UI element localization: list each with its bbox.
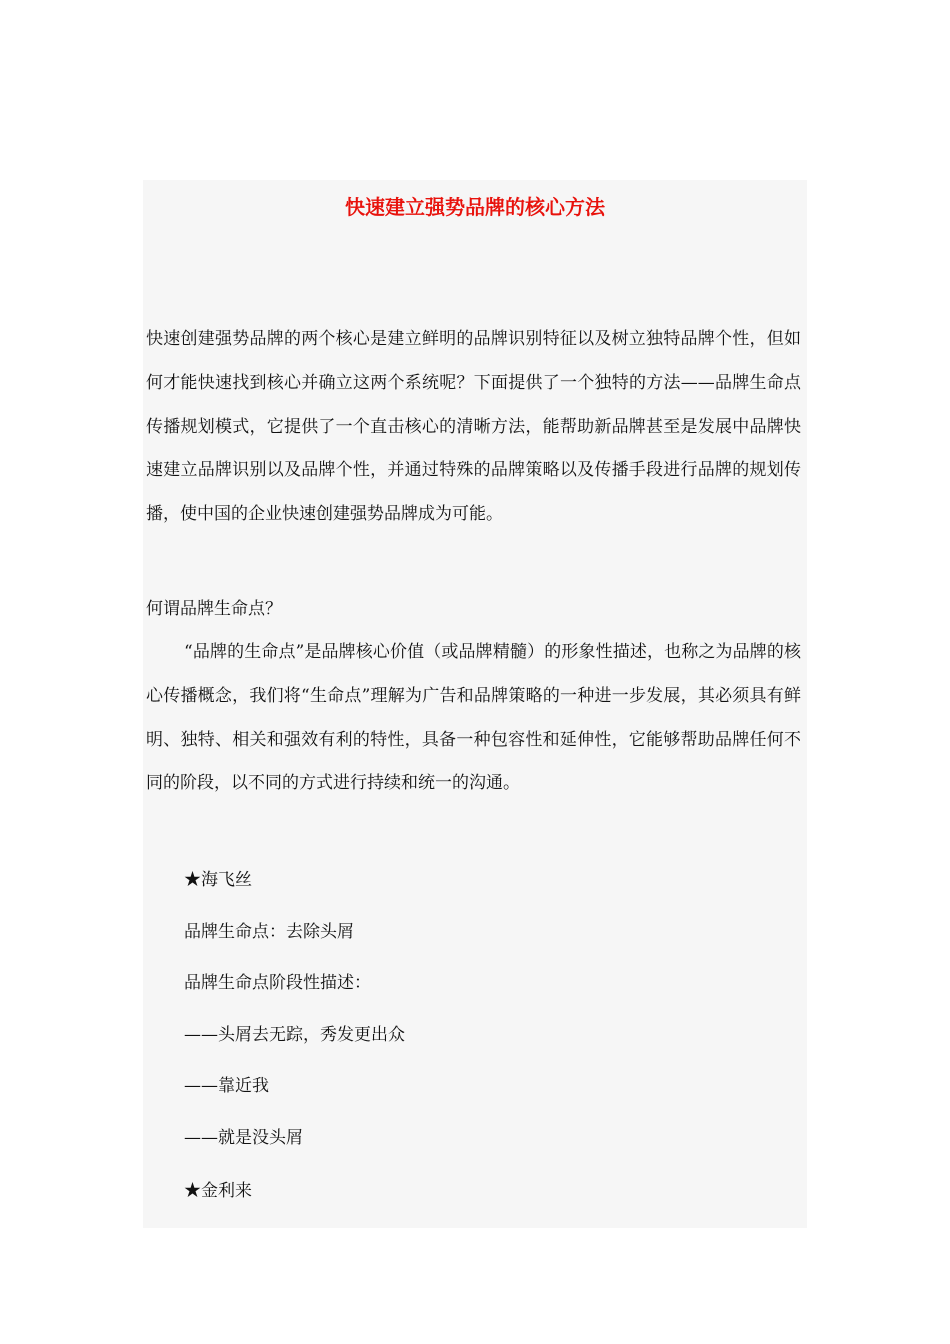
example-stage-line: ——头屑去无踪，秀发更出众 <box>184 1025 405 1045</box>
section-question: 何谓品牌生命点？ <box>146 599 282 619</box>
page-title: 快速建立强势品牌的核心方法 <box>345 195 605 219</box>
example-brand-heading: ★海飞丝 <box>184 870 252 890</box>
intro-paragraph: 快速创建强势品牌的两个核心是建立鲜明的品牌识别特征以及树立独特品牌个性，但如何才能快速找到核心并确立这两个系统呢？下面提供了一个独特的方法——品牌生命点传播规划模式，它提供了一个直击核心的清晰方法，能帮助新品牌甚至是发展中品牌快速建立品牌识别以及品牌个性，并通过特殊的品牌策略以及传播手段进行品牌的规划传播，使中国的企业快速创建强势品牌成为可能。 <box>146 329 801 525</box>
example-brand-heading: ★金利来 <box>184 1181 252 1201</box>
definition-paragraph: “品牌的生命点”是品牌核心价值（或品牌精髓）的形象性描述，也称之为品牌的核心传播概念，我们将“生命点”理解为广告和品牌策略的一种进一步发展，其必须具有鲜明、独特、相关和强效有利的特性，具备一种包容性和延伸性，它能够帮助品牌任何不同的阶段，以不同的方式进行持续和统一的沟通。 <box>146 642 801 794</box>
example-stage-heading: 品牌生命点阶段性描述： <box>184 973 371 993</box>
example-stage-line: ——靠近我 <box>184 1076 269 1096</box>
example-life-point: 品牌生命点：去除头屑 <box>184 922 354 942</box>
example-stage-line: ——就是没头屑 <box>184 1128 303 1148</box>
